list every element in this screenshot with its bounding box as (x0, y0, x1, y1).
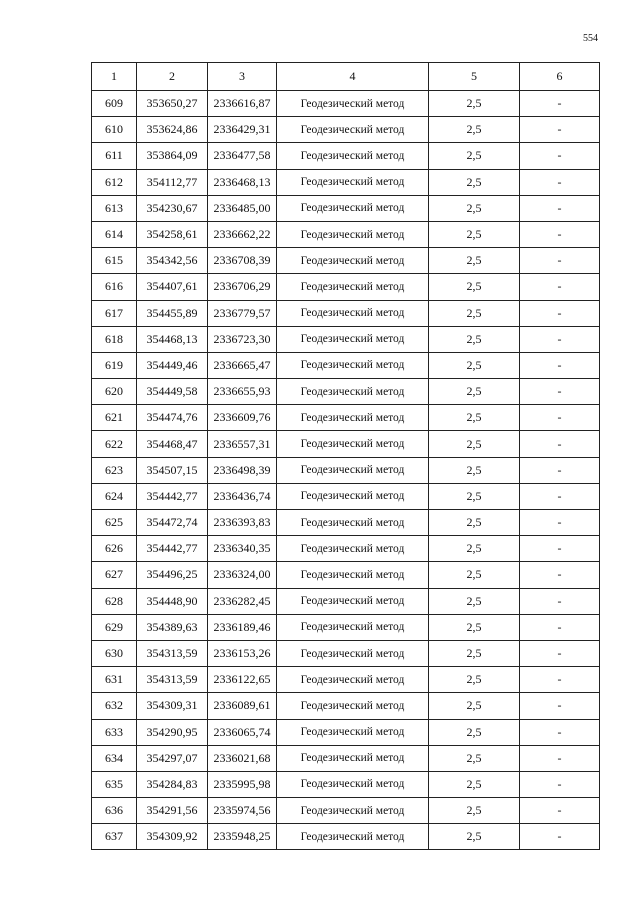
point-number-cell: 631 (92, 667, 137, 693)
method-cell: Геодезический метод (277, 798, 429, 824)
accuracy-cell: 2,5 (429, 195, 520, 221)
accuracy-cell: 2,5 (429, 117, 520, 143)
method-cell: Геодезический метод (277, 352, 429, 378)
accuracy-cell: 2,5 (429, 667, 520, 693)
table-row (92, 693, 600, 719)
note-cell: - (520, 745, 600, 771)
accuracy-cell: 2,5 (429, 326, 520, 352)
method-cell: Геодезический метод (277, 824, 429, 850)
accuracy-cell: 2,5 (429, 536, 520, 562)
header-col-1: 1 (92, 63, 137, 91)
table-row (92, 248, 600, 274)
table-row (92, 771, 600, 797)
method-cell: Геодезический метод (277, 195, 429, 221)
point-number-cell: 637 (92, 824, 137, 850)
table-row (92, 195, 600, 221)
accuracy-cell: 2,5 (429, 431, 520, 457)
accuracy-cell: 2,5 (429, 169, 520, 195)
y-coordinate-cell: 2336609,76 (208, 405, 277, 431)
table-row (92, 457, 600, 483)
x-coordinate-cell: 354455,89 (137, 300, 208, 326)
x-coordinate-cell: 354468,13 (137, 326, 208, 352)
x-coordinate-cell: 354442,77 (137, 483, 208, 509)
table-row (92, 614, 600, 640)
y-coordinate-cell: 2335995,98 (208, 771, 277, 797)
y-coordinate-cell: 2336340,35 (208, 536, 277, 562)
header-col-3: 3 (208, 63, 277, 91)
point-number-cell: 615 (92, 248, 137, 274)
coordinates-table (91, 62, 600, 850)
table-row (92, 352, 600, 378)
point-number-cell: 617 (92, 300, 137, 326)
accuracy-cell: 2,5 (429, 719, 520, 745)
accuracy-cell: 2,5 (429, 771, 520, 797)
x-coordinate-cell: 353864,09 (137, 143, 208, 169)
note-cell: - (520, 195, 600, 221)
x-coordinate-cell: 354468,47 (137, 431, 208, 457)
point-number-cell: 632 (92, 693, 137, 719)
table-row (92, 117, 600, 143)
note-cell: - (520, 614, 600, 640)
point-number-cell: 625 (92, 510, 137, 536)
accuracy-cell: 2,5 (429, 143, 520, 169)
x-coordinate-cell: 354291,56 (137, 798, 208, 824)
accuracy-cell: 2,5 (429, 248, 520, 274)
note-cell: - (520, 379, 600, 405)
point-number-cell: 613 (92, 195, 137, 221)
point-number-cell: 636 (92, 798, 137, 824)
y-coordinate-cell: 2336021,68 (208, 745, 277, 771)
table-row (92, 274, 600, 300)
method-cell: Геодезический метод (277, 719, 429, 745)
y-coordinate-cell: 2336477,58 (208, 143, 277, 169)
y-coordinate-cell: 2336616,87 (208, 91, 277, 117)
point-number-cell: 619 (92, 352, 137, 378)
note-cell: - (520, 640, 600, 666)
y-coordinate-cell: 2336468,13 (208, 169, 277, 195)
y-coordinate-cell: 2336655,93 (208, 379, 277, 405)
y-coordinate-cell: 2336122,65 (208, 667, 277, 693)
point-number-cell: 616 (92, 274, 137, 300)
note-cell: - (520, 352, 600, 378)
point-number-cell: 623 (92, 457, 137, 483)
x-coordinate-cell: 353624,86 (137, 117, 208, 143)
x-coordinate-cell: 354309,92 (137, 824, 208, 850)
point-number-cell: 635 (92, 771, 137, 797)
point-number-cell: 612 (92, 169, 137, 195)
x-coordinate-cell: 354449,46 (137, 352, 208, 378)
x-coordinate-cell: 354284,83 (137, 771, 208, 797)
method-cell: Геодезический метод (277, 431, 429, 457)
table-row (92, 745, 600, 771)
note-cell: - (520, 117, 600, 143)
point-number-cell: 628 (92, 588, 137, 614)
header-col-2: 2 (137, 63, 208, 91)
table-row (92, 483, 600, 509)
point-number-cell: 610 (92, 117, 137, 143)
accuracy-cell: 2,5 (429, 91, 520, 117)
method-cell: Геодезический метод (277, 510, 429, 536)
accuracy-cell: 2,5 (429, 824, 520, 850)
x-coordinate-cell: 354442,77 (137, 536, 208, 562)
method-cell: Геодезический метод (277, 300, 429, 326)
method-cell: Геодезический метод (277, 91, 429, 117)
note-cell: - (520, 143, 600, 169)
note-cell: - (520, 562, 600, 588)
table-row (92, 405, 600, 431)
table-row (92, 379, 600, 405)
method-cell: Геодезический метод (277, 169, 429, 195)
accuracy-cell: 2,5 (429, 745, 520, 771)
x-coordinate-cell: 354472,74 (137, 510, 208, 536)
x-coordinate-cell: 354290,95 (137, 719, 208, 745)
point-number-cell: 618 (92, 326, 137, 352)
accuracy-cell: 2,5 (429, 379, 520, 405)
method-cell: Геодезический метод (277, 248, 429, 274)
note-cell: - (520, 274, 600, 300)
method-cell: Геодезический метод (277, 536, 429, 562)
accuracy-cell: 2,5 (429, 405, 520, 431)
y-coordinate-cell: 2336779,57 (208, 300, 277, 326)
x-coordinate-cell: 354448,90 (137, 588, 208, 614)
method-cell: Геодезический метод (277, 379, 429, 405)
point-number-cell: 630 (92, 640, 137, 666)
method-cell: Геодезический метод (277, 405, 429, 431)
table-row (92, 169, 600, 195)
method-cell: Геодезический метод (277, 117, 429, 143)
y-coordinate-cell: 2336189,46 (208, 614, 277, 640)
note-cell: - (520, 221, 600, 247)
point-number-cell: 620 (92, 379, 137, 405)
accuracy-cell: 2,5 (429, 300, 520, 326)
note-cell: - (520, 771, 600, 797)
note-cell: - (520, 798, 600, 824)
x-coordinate-cell: 354309,31 (137, 693, 208, 719)
table-body (92, 91, 600, 850)
x-coordinate-cell: 354313,59 (137, 640, 208, 666)
accuracy-cell: 2,5 (429, 588, 520, 614)
note-cell: - (520, 248, 600, 274)
method-cell: Геодезический метод (277, 143, 429, 169)
x-coordinate-cell: 354112,77 (137, 169, 208, 195)
method-cell: Геодезический метод (277, 614, 429, 640)
note-cell: - (520, 719, 600, 745)
note-cell: - (520, 326, 600, 352)
method-cell: Геодезический метод (277, 326, 429, 352)
y-coordinate-cell: 2335974,56 (208, 798, 277, 824)
x-coordinate-cell: 354230,67 (137, 195, 208, 221)
note-cell: - (520, 483, 600, 509)
x-coordinate-cell: 354258,61 (137, 221, 208, 247)
table-row (92, 536, 600, 562)
note-cell: - (520, 536, 600, 562)
note-cell: - (520, 431, 600, 457)
accuracy-cell: 2,5 (429, 352, 520, 378)
table-row (92, 326, 600, 352)
method-cell: Геодезический метод (277, 457, 429, 483)
y-coordinate-cell: 2336282,45 (208, 588, 277, 614)
point-number-cell: 627 (92, 562, 137, 588)
note-cell: - (520, 457, 600, 483)
table-row (92, 667, 600, 693)
point-number-cell: 626 (92, 536, 137, 562)
note-cell: - (520, 300, 600, 326)
y-coordinate-cell: 2336429,31 (208, 117, 277, 143)
method-cell: Геодезический метод (277, 562, 429, 588)
table-row (92, 91, 600, 117)
table-header (92, 63, 600, 91)
accuracy-cell: 2,5 (429, 693, 520, 719)
method-cell: Геодезический метод (277, 274, 429, 300)
x-coordinate-cell: 353650,27 (137, 91, 208, 117)
accuracy-cell: 2,5 (429, 483, 520, 509)
point-number-cell: 622 (92, 431, 137, 457)
y-coordinate-cell: 2336557,31 (208, 431, 277, 457)
table-row (92, 588, 600, 614)
y-coordinate-cell: 2336706,29 (208, 274, 277, 300)
point-number-cell: 611 (92, 143, 137, 169)
page-number: 554 (583, 33, 598, 44)
note-cell: - (520, 169, 600, 195)
table-row (92, 562, 600, 588)
table-row (92, 300, 600, 326)
point-number-cell: 634 (92, 745, 137, 771)
accuracy-cell: 2,5 (429, 614, 520, 640)
method-cell: Геодезический метод (277, 667, 429, 693)
y-coordinate-cell: 2336089,61 (208, 693, 277, 719)
note-cell: - (520, 693, 600, 719)
method-cell: Геодезический метод (277, 483, 429, 509)
header-row (92, 63, 600, 91)
y-coordinate-cell: 2336723,30 (208, 326, 277, 352)
y-coordinate-cell: 2336393,83 (208, 510, 277, 536)
method-cell: Геодезический метод (277, 745, 429, 771)
point-number-cell: 614 (92, 221, 137, 247)
x-coordinate-cell: 354507,15 (137, 457, 208, 483)
y-coordinate-cell: 2336436,74 (208, 483, 277, 509)
table-row (92, 431, 600, 457)
method-cell: Геодезический метод (277, 640, 429, 666)
table-row (92, 798, 600, 824)
note-cell: - (520, 588, 600, 614)
accuracy-cell: 2,5 (429, 510, 520, 536)
x-coordinate-cell: 354342,56 (137, 248, 208, 274)
point-number-cell: 621 (92, 405, 137, 431)
method-cell: Геодезический метод (277, 693, 429, 719)
y-coordinate-cell: 2335948,25 (208, 824, 277, 850)
y-coordinate-cell: 2336324,00 (208, 562, 277, 588)
y-coordinate-cell: 2336708,39 (208, 248, 277, 274)
note-cell: - (520, 405, 600, 431)
table-row (92, 719, 600, 745)
x-coordinate-cell: 354313,59 (137, 667, 208, 693)
note-cell: - (520, 510, 600, 536)
point-number-cell: 624 (92, 483, 137, 509)
accuracy-cell: 2,5 (429, 640, 520, 666)
note-cell: - (520, 91, 600, 117)
y-coordinate-cell: 2336153,26 (208, 640, 277, 666)
header-col-6: 6 (520, 63, 600, 91)
x-coordinate-cell: 354407,61 (137, 274, 208, 300)
y-coordinate-cell: 2336662,22 (208, 221, 277, 247)
accuracy-cell: 2,5 (429, 274, 520, 300)
accuracy-cell: 2,5 (429, 562, 520, 588)
accuracy-cell: 2,5 (429, 221, 520, 247)
table-row (92, 640, 600, 666)
point-number-cell: 609 (92, 91, 137, 117)
method-cell: Геодезический метод (277, 588, 429, 614)
x-coordinate-cell: 354474,76 (137, 405, 208, 431)
x-coordinate-cell: 354297,07 (137, 745, 208, 771)
y-coordinate-cell: 2336665,47 (208, 352, 277, 378)
table-row (92, 824, 600, 850)
accuracy-cell: 2,5 (429, 457, 520, 483)
header-col-4: 4 (277, 63, 429, 91)
table-row (92, 221, 600, 247)
note-cell: - (520, 824, 600, 850)
y-coordinate-cell: 2336485,00 (208, 195, 277, 221)
point-number-cell: 629 (92, 614, 137, 640)
x-coordinate-cell: 354496,25 (137, 562, 208, 588)
x-coordinate-cell: 354449,58 (137, 379, 208, 405)
point-number-cell: 633 (92, 719, 137, 745)
y-coordinate-cell: 2336065,74 (208, 719, 277, 745)
note-cell: - (520, 667, 600, 693)
table-row (92, 143, 600, 169)
method-cell: Геодезический метод (277, 771, 429, 797)
method-cell: Геодезический метод (277, 221, 429, 247)
header-col-5: 5 (429, 63, 520, 91)
accuracy-cell: 2,5 (429, 798, 520, 824)
y-coordinate-cell: 2336498,39 (208, 457, 277, 483)
x-coordinate-cell: 354389,63 (137, 614, 208, 640)
table-row (92, 510, 600, 536)
